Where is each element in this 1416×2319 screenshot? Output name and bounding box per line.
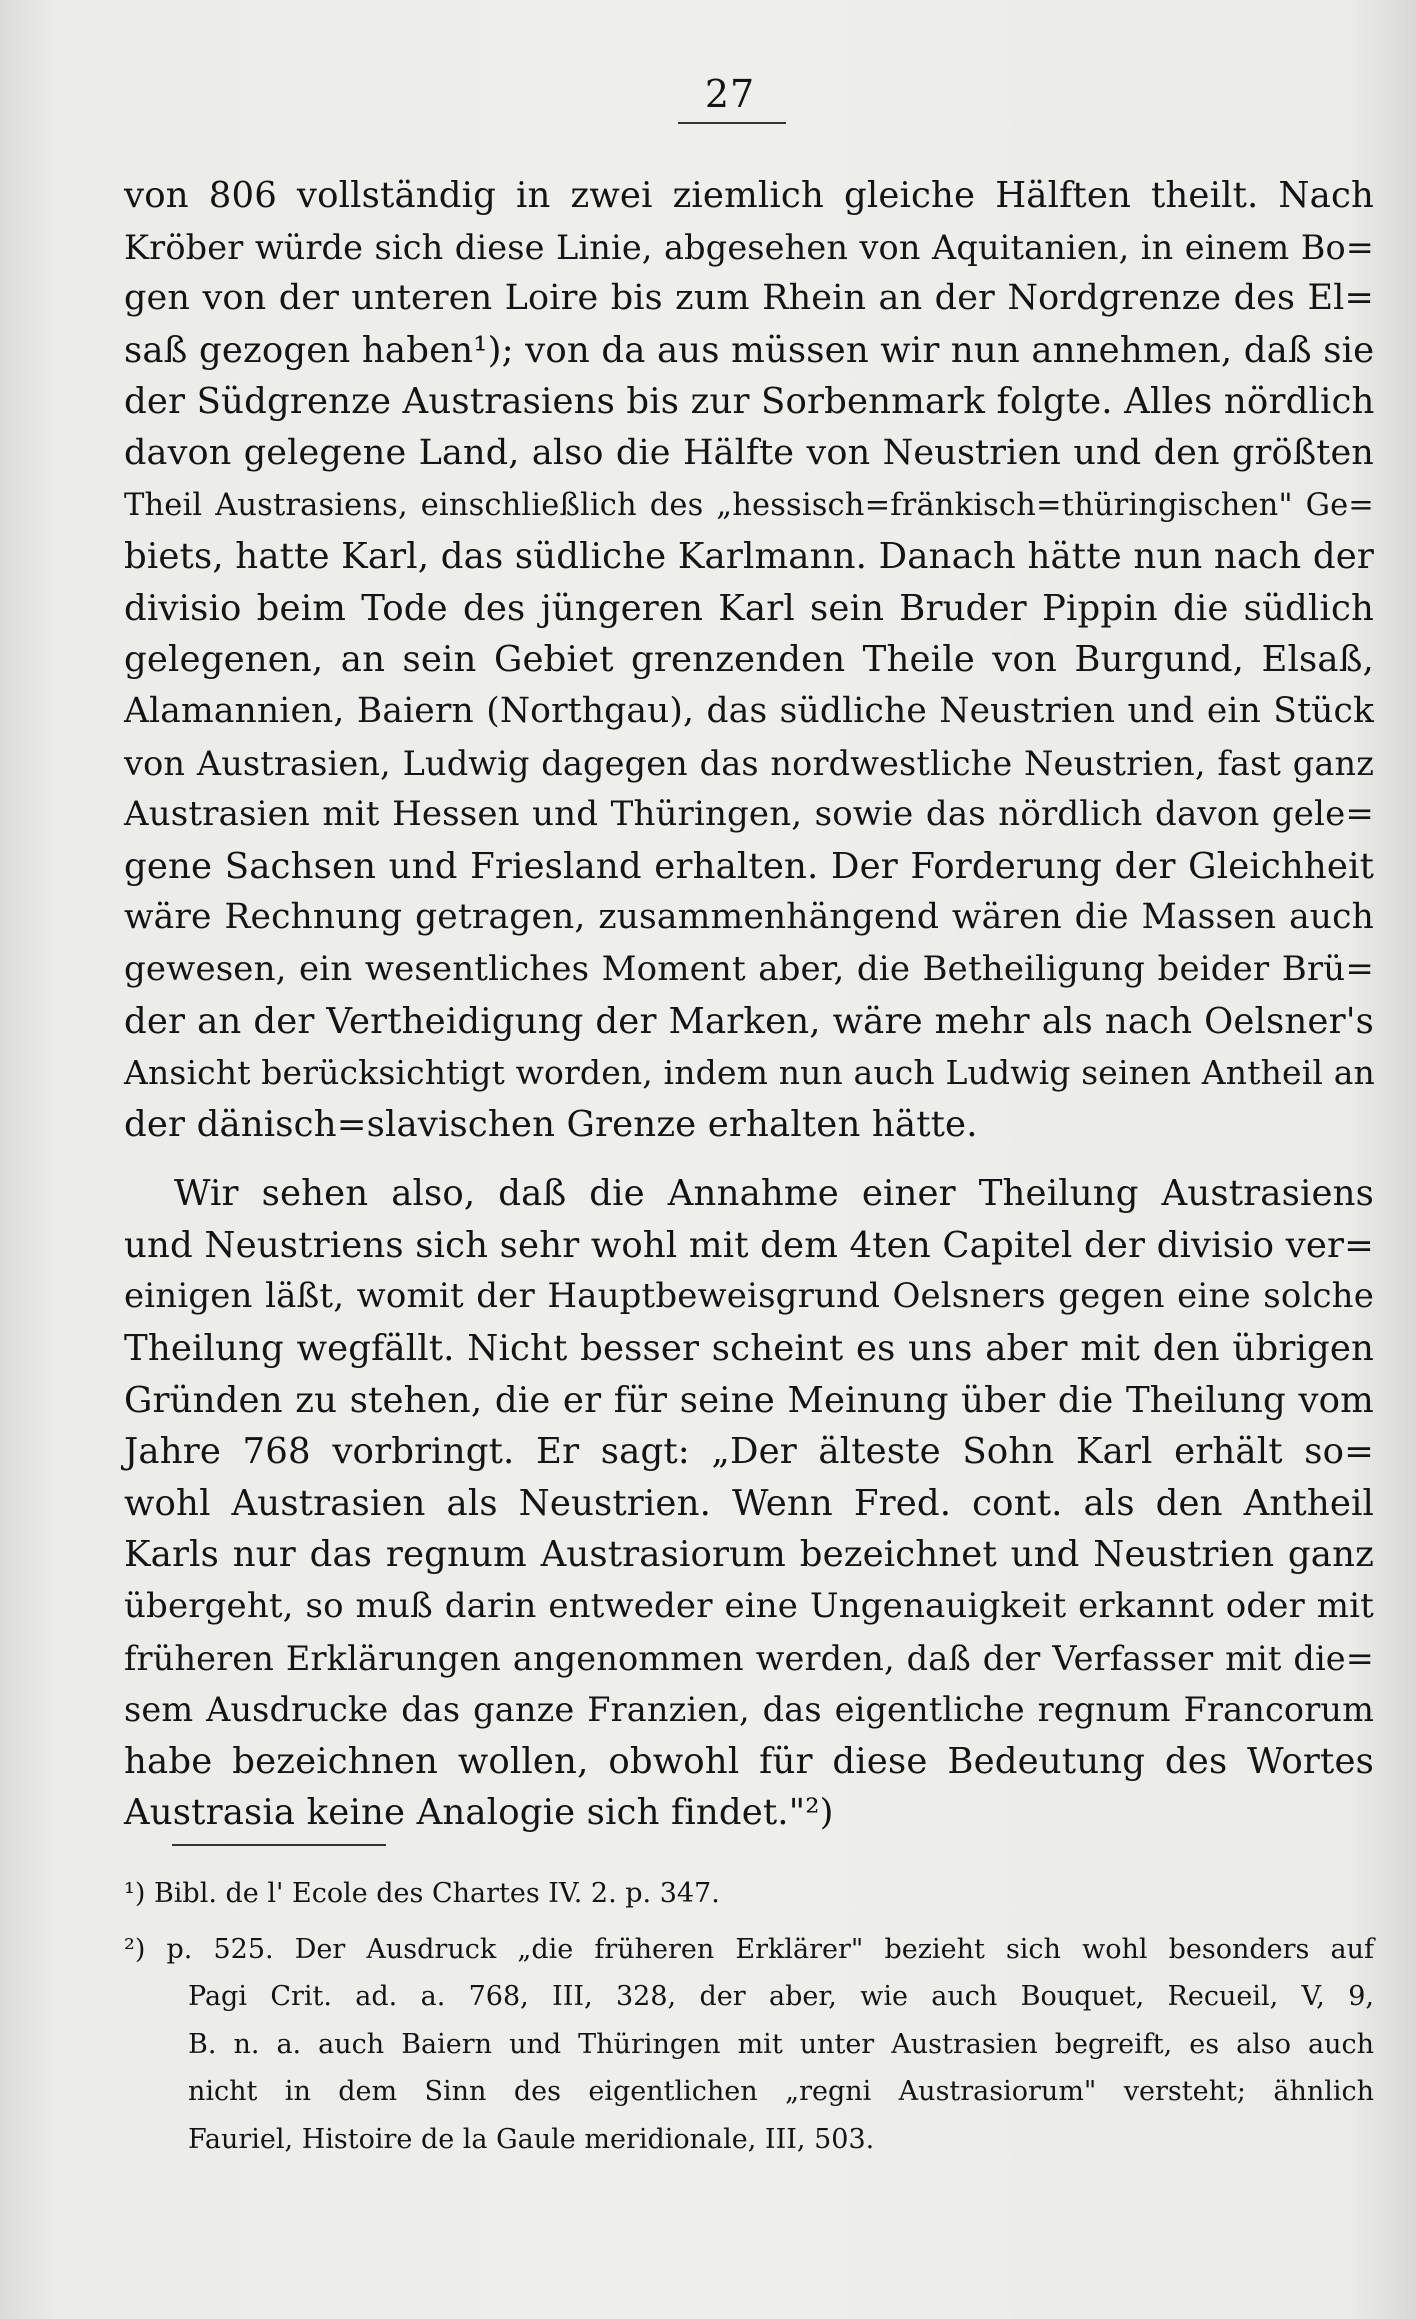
footnote-2-line: ²) p. 525. Der Ausdruck „die früheren Erklärer" bezieht sich wohl besonders auf (124, 1933, 1374, 1965)
footnote-2-line: Fauriel, Histoire de la Gaule meridionale, III, 503. (188, 2123, 875, 2155)
text-line: gewesen, ein wesentliches Moment aber, die Betheiligung beider Brü= (124, 948, 1374, 989)
footnotes (124, 1870, 1374, 2163)
text-line: Austrasien mit Hessen und Thüringen, sowie das nördlich davon gele= (124, 794, 1374, 835)
text-line: sem Ausdrucke das ganze Franzien, das eigentliche regnum Francorum (124, 1690, 1374, 1730)
text-line: von Austrasien, Ludwig dagegen das nordwestliche Neustrien, fast ganz (124, 743, 1374, 783)
text-line: der dänisch=slavischen Grenze erhalten hätte. (124, 1103, 978, 1145)
paragraph-1 (124, 170, 1374, 1150)
text-line: Wir sehen also, daß die Annahme einer Theilung Austrasiens (174, 1173, 1374, 1215)
text-line: habe bezeichnen wollen, obwohl für diese Bedeutung des Wortes (124, 1740, 1374, 1782)
text-line: gelegenen, an sein Gebiet grenzenden Theile von Burgund, Elsaß, (124, 639, 1374, 681)
text-line: gen von der unteren Loire bis zum Rhein an der Nordgrenze des El= (124, 278, 1374, 319)
paragraph-gap (124, 1150, 1374, 1168)
text-line: Theilung wegfällt. Nicht besser scheint es uns aber mit den übrigen (124, 1328, 1374, 1370)
footnote-2-line: B. n. a. auch Baiern und Thüringen mit unter Austrasien begreift, es also auch (188, 2028, 1374, 2060)
text-line: der Südgrenze Austrasiens bis zur Sorbenmark folgte. Alles nördlich (124, 381, 1375, 423)
text-line: saß gezogen haben¹); von da aus müssen wir nun annehmen, daß sie (124, 329, 1375, 371)
footnote-2-line: Pagi Crit. ad. a. 768, III, 328, der aber, wie auch Bouquet, Recueil, V, 9, (188, 1981, 1374, 2012)
main-text (124, 170, 1374, 1839)
text-line: früheren Erklärungen angenommen werden, daß der Verfasser mit die= (124, 1638, 1374, 1678)
text-line: und Neustriens sich sehr wohl mit dem 4ten Capitel der divisio ver= (124, 1224, 1374, 1266)
text-line: Theil Austrasiens, einschließlich des „hessisch=fränkisch=thüringischen" Ge= (124, 487, 1374, 523)
text-line: davon gelegene Land, also die Hälfte von Neustrien und den größten (124, 432, 1374, 473)
text-line: Austrasia keine Analogie sich findet."²) (124, 1792, 834, 1834)
paragraph-2 (124, 1168, 1374, 1839)
text-line: Karls nur das regnum Austrasiorum bezeichnet und Neustrien ganz (124, 1534, 1374, 1576)
text-line: divisio beim Tode des jüngeren Karl sein Bruder Pippin die südlich (124, 587, 1374, 629)
footnote-rule (172, 1844, 386, 1846)
footnote-2-line: nicht in dem Sinn des eigentlichen „regni Austrasiorum" versteht; ähnlich (188, 2076, 1374, 2107)
text-line: der an der Vertheidigung der Marken, wäre mehr als nach Oelsner's (124, 1000, 1374, 1042)
text-line: Ansicht berücksichtigt worden, indem nun auch Ludwig seinen Antheil an (124, 1053, 1375, 1093)
text-line: wohl Austrasien als Neustrien. Wenn Fred. cont. als den Antheil (124, 1482, 1374, 1524)
text-line: wäre Rechnung getragen, zusammenhängend wären die Massen auch (124, 897, 1374, 938)
page-number-rule (678, 122, 786, 124)
footnote-gap (124, 1918, 1374, 1926)
text-line: Kröber würde sich diese Linie, abgesehen von Aquitanien, in einem Bo= (124, 227, 1374, 267)
text-line: gene Sachsen und Friesland erhalten. Der Forderung der Gleichheit (124, 845, 1374, 887)
text-line: Alamannien, Baiern (Northgau), das südliche Neustrien und ein Stück (124, 690, 1374, 731)
text-line: von 806 vollständig in zwei ziemlich gleiche Hälften theilt. Nach (124, 175, 1374, 216)
footnote-1: ¹) Bibl. de l' Ecole des Chartes IV. 2. p. 347. (124, 1878, 720, 1909)
page-number: 27 (704, 72, 756, 116)
text-line: biets, hatte Karl, das südliche Karlmann. Danach hätte nun nach der (124, 536, 1374, 578)
text-line: einigen läßt, womit der Hauptbeweisgrund Oelsners gegen eine solche (124, 1276, 1374, 1317)
text-line: Jahre 768 vorbringt. Er sagt: „Der älteste Sohn Karl erhält so= (124, 1431, 1374, 1473)
text-line: übergeht, so muß darin entweder eine Ungenauigkeit erkannt oder mit (124, 1586, 1374, 1627)
text-line: Gründen zu stehen, die er für seine Meinung über die Theilung vom (124, 1379, 1374, 1421)
